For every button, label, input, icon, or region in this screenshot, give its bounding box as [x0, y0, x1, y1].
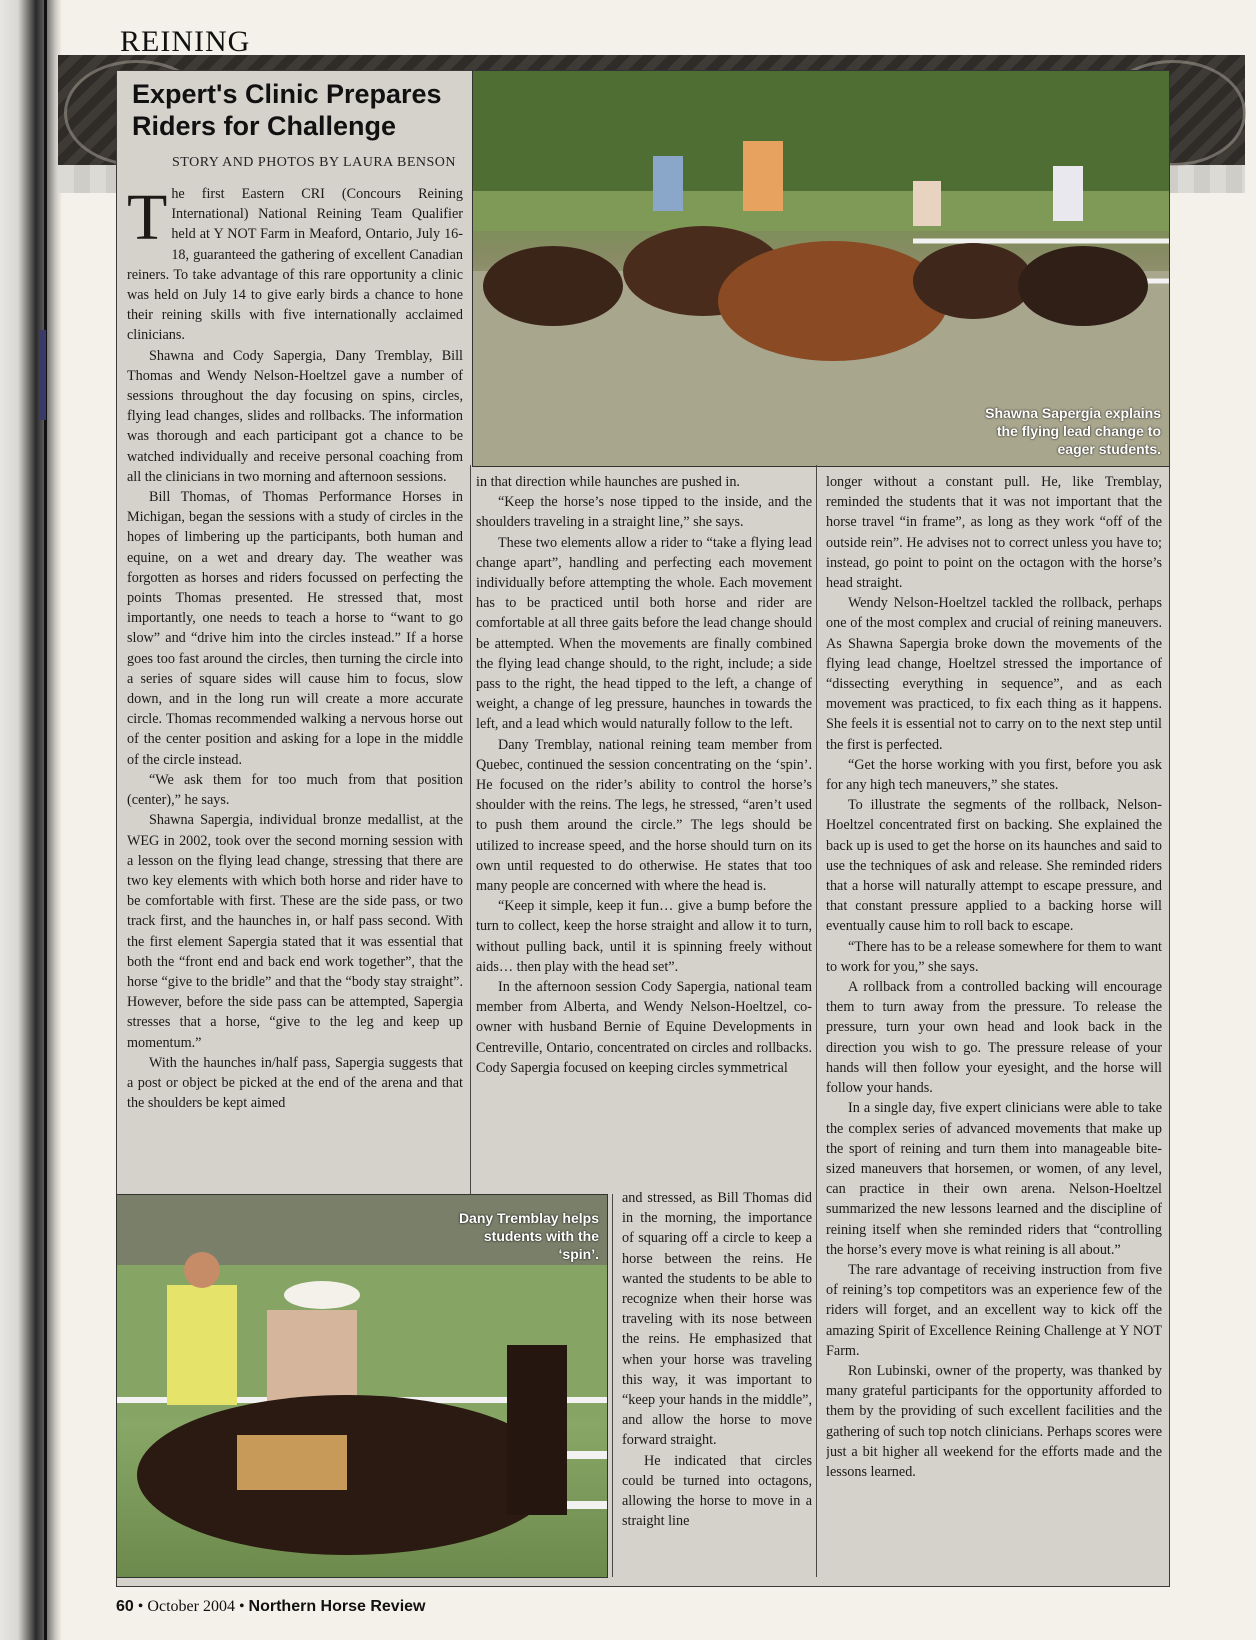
top-photo-caption: Shawna Sapergia explains the flying lead change to eager students.	[985, 405, 1161, 457]
paragraph: Ron Lubinski, owner of the property, was thanked by many grateful participants for the opportunity afforded to them by the providing of such excellent facilities and the gathering of such top notch clinicians. Perhaps scores were just a bit higher all weekend for the efforts made and the lessons learned.	[826, 1362, 1162, 1480]
rider-plaid-shirt	[913, 181, 941, 226]
paragraph: Shawna Sapergia, individual bronze medallist, at the WEG in 2002, took over the second morning session with a lesson on the flying lead change, stressing that there are two key elements with which both horse and rider have to be comfortable with first. These are the side pass, or two track first, and the haunches in, or half pass second. With the first element Sapergia stated that it was essential that both the “front end and back end work together”, that the horse “give to the bridle” and that the “body stay straight”. However, before the side pass can be attempted, Sapergia stresses that a horse, “give to the leg and keep up momentum.”	[127, 812, 463, 1051]
paragraph: Shawna and Cody Sapergia, Dany Tremblay, Bill Thomas and Wendy Nelson-Hoeltzel gave a number of sessions throughout the day focusing on spins, circles, flying lead changes, slides and rollbacks. The information was thorough and each participant got a chance to be watched individually and receive personal coaching from all the clinicians in two morning and afternoon sessions.	[127, 347, 463, 485]
column-rule	[612, 1194, 613, 1577]
man-head	[184, 1252, 220, 1288]
paragraph	[127, 184, 463, 346]
horse-right	[913, 243, 1033, 319]
paragraph: Wendy Nelson-Hoeltzel tackled the rollback, perhaps one of the most complex and crucial of reining maneuvers. As Shawna Sapergia broke down the movements of the flying lead change, Hoeltzel stressed the importance of “dissecting everything in sequence”, and as each movement was practiced, to fix each thing as it happens. She feels it is essential not to carry on to the next step until the first is perfected.	[826, 595, 1162, 753]
top-photo-riding-arena	[472, 70, 1170, 467]
side-tab-mark	[40, 330, 46, 420]
rider-orange-shirt	[743, 141, 783, 211]
saddle	[237, 1435, 347, 1490]
page-number: 60	[116, 1598, 134, 1615]
spine-fold-line	[44, 0, 47, 1640]
paragraph: “Keep it simple, keep it fun… give a bump before the turn to collect, keep the horse straight and allow it to turn, without pulling back, until it is spinning freely without aids… then play with the head set”.	[476, 898, 812, 975]
magazine-spine	[0, 0, 62, 1640]
paragraph: “We ask them for too much from that position (center),” he says.	[127, 771, 463, 809]
paragraph: These two elements allow a rider to “take a flying lead change apart”, handling and perfecting each movement individually before attempting the whole. Each movement has to be practiced until both horse and rider are comfortable at all three gaits before the lead change should be attempted. When the movements are finally combined the flying lead change should, to the right, include; a side pass to the right, the head tipped to the left, a change of weight, a change of leg pressure, haunches in towards the left, and a lead which would naturally follow to the left.	[476, 534, 812, 733]
article-column-2-continued	[622, 1188, 812, 1573]
paragraph: A rollback from a controlled backing will encourage them to turn away from the pressure. To release the pressure, turn your own head and look back in the direction you wish to go. The pressure release of your hands will then follow your eyesight, and the horse will follow your hands.	[826, 979, 1162, 1097]
paragraph: He indicated that circles could be turned into octagons, allowing the horse to move in a straight line	[622, 1452, 812, 1530]
column-rule	[816, 465, 817, 1577]
white-cowboy-hat	[284, 1281, 360, 1309]
paragraph: “Get the horse working with you first, before you ask for any high tech maneuvers,” she states.	[826, 756, 1162, 794]
paragraph: In the afternoon session Cody Sapergia, national team member from Alberta, and Wendy Nelson-Hoeltzel, co-owner with husband Bernie of Equine Developments in Centreville, Ontario, concentrated on circles and rollbacks. Cody Sapergia focused on keeping circles symmetrical	[476, 979, 812, 1076]
article-byline: STORY AND PHOTOS BY LAURA BENSON	[172, 155, 456, 170]
rider-white-shirt	[1053, 166, 1083, 221]
horse-head-neck	[507, 1345, 567, 1515]
paragraph: Bill Thomas, of Thomas Performance Horses in Michigan, began the sessions with a study of circles in the hopes of limbering up the participants, both human and equine, on a wet and dreary day. The weather was forgotten as horses and riders focussed on perfecting the points Thomas presented. He stressed that, most importantly, one needs to teach a horse to “want to go slow” and “drive him into the circles instead.” If a horse goes too fast around the circles, then turning the circle into a series of square sides will cause him to focus, slow down, and in the long run will create a more accurate circle. Thomas recommended walking a nervous horse out of the center position and asking for a lope in the middle of the circle instead.	[127, 489, 463, 768]
bottom-photo-spin-lesson	[116, 1194, 608, 1578]
man-yellow-shirt	[167, 1285, 237, 1405]
paragraph: The rare advantage of receiving instruction from five of reining’s top competitors was an experience few of the riders will forget, and an excellent way to kick off the amazing Spirit of Excellence Reining Challenge at Y NOT Farm.	[826, 1261, 1162, 1359]
footer-separator: •	[238, 1598, 245, 1615]
paragraph: With the haunches in/half pass, Sapergia suggests that a post or object be picked at the end of the arena and that the shoulders be kept aimed	[127, 1054, 463, 1112]
footer-separator: •	[137, 1598, 144, 1615]
publication-name: Northern Horse Review	[248, 1598, 426, 1615]
paragraph-text: he first Eastern CRI (Concours Reining International) National Reining Team Qualifier held at Y NOT Farm in Meaford, Ontario, July 16-18, guaranteed the gathering of excellent Canadian reiners. To take advantage of this rare opportunity a clinic was held on July 14 to give early birds a chance to hone their reining skills with five internationally acclaimed clinicians.	[127, 186, 463, 344]
horse-sorrel-foreground	[718, 241, 948, 361]
horse-left	[483, 246, 623, 326]
paragraph: longer without a constant pull. He, like Tremblay, reminded the students that it was not important that the horse travel “in frame”, as long as they work “off of the outside rein”. He advises not to correct unless you have to; instead, go point to point on the octagon with the horse’s head straight.	[826, 474, 1162, 592]
article-column-2	[476, 472, 812, 1172]
column-rule	[470, 465, 471, 1195]
drop-cap: T	[127, 184, 168, 254]
bottom-photo-caption: Dany Tremblay helps students with the ‘spin’.	[458, 1210, 599, 1262]
page-footer	[116, 1598, 425, 1616]
paragraph: In a single day, five expert clinicians were able to take the complex series of advanced movements that make up the sport of reining and turn them into manageable bite-sized maneuvers that horsemen, or women, of any level, can practice in their own arena. Nelson-Hoeltzel summarized the new lessons learned and the discipline of reining itself when she reminded riders that “controlling the horse’s every move is what reining is all about.”	[826, 1100, 1162, 1258]
paragraph: “Keep the horse’s nose tipped to the inside, and the shoulders traveling in a straight line,” she says.	[476, 494, 812, 531]
article-title: Expert's Clinic Prepares Riders for Challenge	[132, 79, 442, 141]
issue-date: October 2004	[147, 1598, 235, 1615]
horse-far-right	[1018, 246, 1148, 326]
paragraph: and stressed, as Bill Thomas did in the morning, the importance of squaring off a circle to keep a horse between the reins. He wanted the students to be able to recognize when their horse was traveling with its nose between the reins. He emphasized that when your horse was traveling this way, it was important to “keep your hands in the middle”, and allow the horse to move forward straight.	[622, 1190, 812, 1449]
paragraph: in that direction while haunches are pushed in.	[476, 474, 740, 490]
paragraph: Dany Tremblay, national reining team member from Quebec, continued the session concentrating on the ‘spin’. He focused on the rider’s ability to control the horse’s shoulder with the reins. The legs, he stressed, “aren’t used to push them around the circle.” The legs should be utilized to increase speed, and the horse should turn on its own until requested to do otherwise. He states that too many people are concerned with where the head is.	[476, 736, 812, 895]
paragraph: “There has to be a release somewhere for them to want to work for you,” she says.	[826, 938, 1162, 975]
article-column-3	[826, 472, 1162, 1577]
section-label: REINING	[120, 25, 251, 58]
article-column-1	[127, 184, 463, 1194]
rider-blue-top	[653, 156, 683, 211]
paragraph: To illustrate the segments of the rollback, Nelson-Hoeltzel concentrated first on backing. She explained the back up is used to get the horse on its haunches and said to use the techniques of ask and release. She reminded riders that a horse will naturally attempt to escape pressure, and that constant pressure applied to a backing horse will eventually cause him to roll back to escape.	[826, 797, 1162, 935]
